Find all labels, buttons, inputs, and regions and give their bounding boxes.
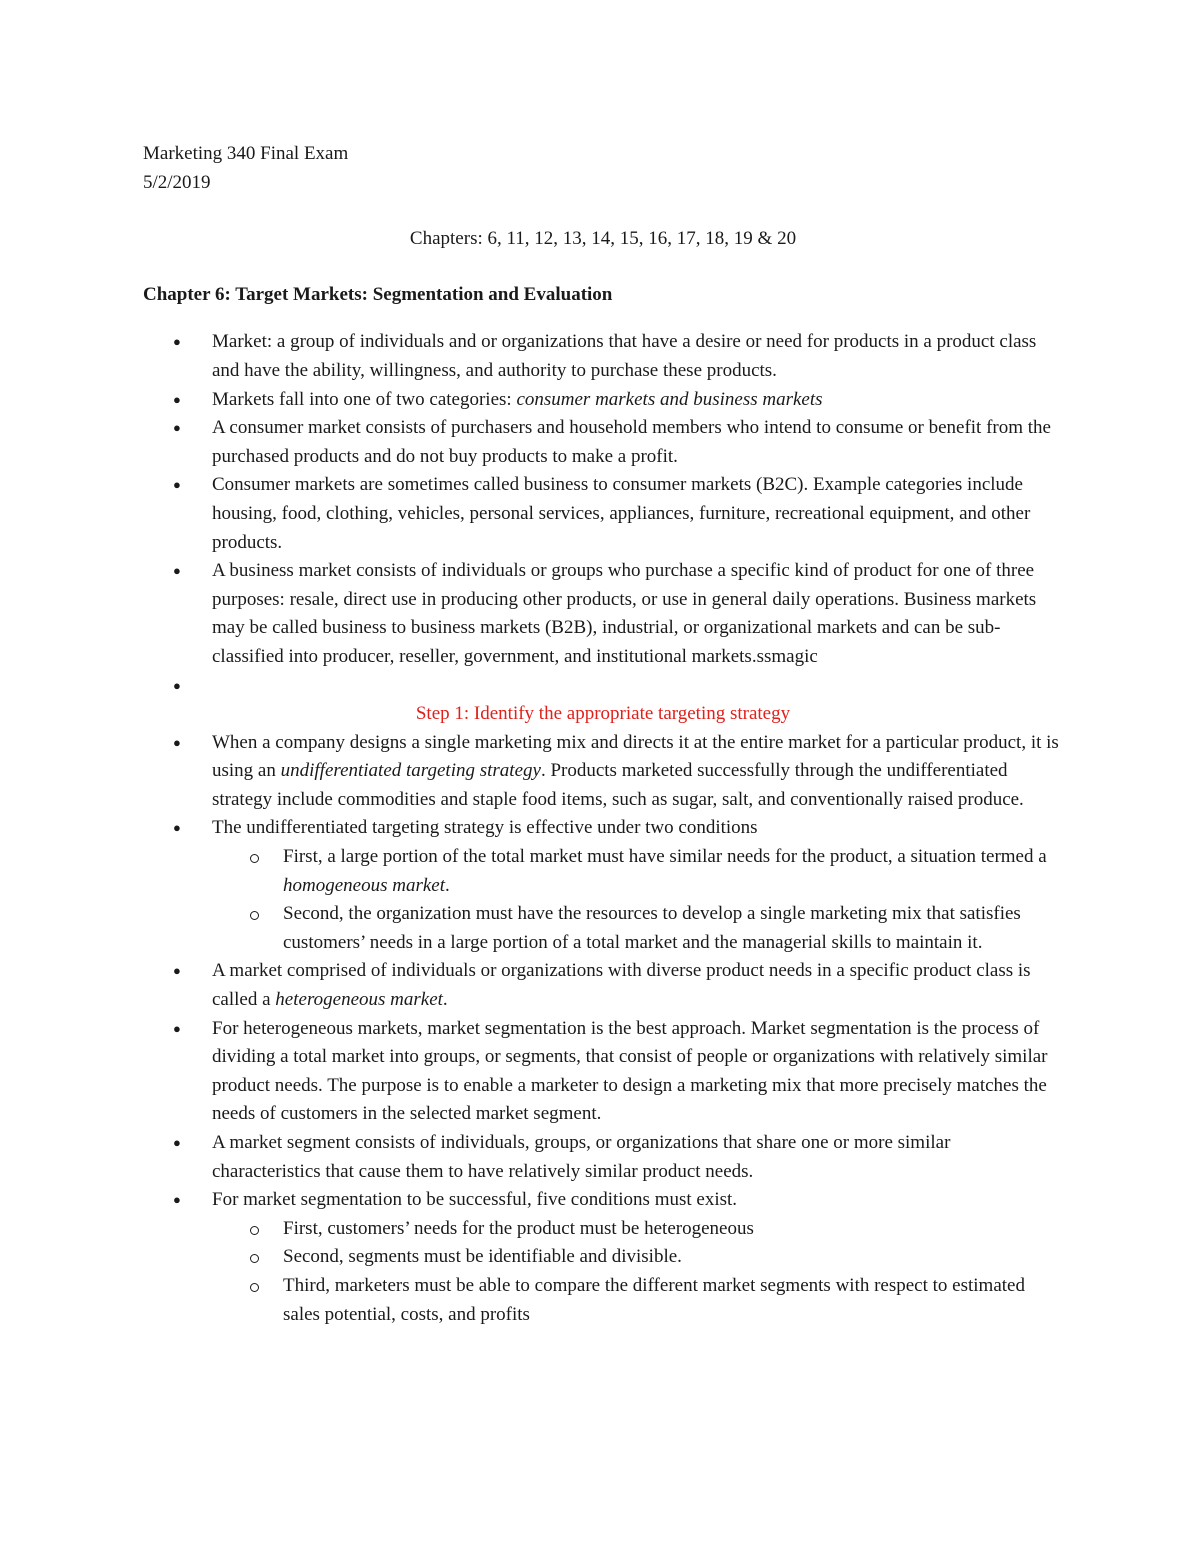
list-item-text: For heterogeneous markets, market segmentation is the best approach. Market segmentation is the process of dividing a total market into groups, or segments, that consist of people or organizations with relatively similar product needs. The purpose is to enable a marketer to design a marketing mix that more precisely matches the needs of customers in the selected market segment. xyxy=(212,1017,1048,1125)
bullet-icon: ● xyxy=(173,734,181,750)
list-item xyxy=(143,471,1063,557)
step-heading: Step 1: Identify the appropriate targeting strategy xyxy=(415,703,791,725)
bullet-icon: ● xyxy=(173,1020,181,1036)
list-item xyxy=(143,729,1063,815)
bullet-icon: ● xyxy=(173,334,181,350)
sub-list-item-text: Second, the organization must have the resources to develop a single marketing mix that satisfies customers’ needs in a large portion of a total market and the managerial skills to maintain it. xyxy=(283,903,1021,953)
chapters-line: Chapters: 6, 11, 12, 13, 14, 15, 16, 17, 18, 19 & 20 xyxy=(409,228,797,250)
list-item xyxy=(143,414,1063,471)
list-item-italic-text: consumer markets and business markets xyxy=(516,388,823,410)
sub-bullet-list xyxy=(212,1215,1063,1329)
bullet-icon: ● xyxy=(173,963,181,979)
list-item-empty xyxy=(143,672,1063,701)
sub-list-item xyxy=(212,1215,1063,1244)
bullet-icon: ● xyxy=(173,477,181,493)
list-item xyxy=(143,386,1063,415)
list-item-text: . xyxy=(442,989,448,1011)
sub-list-item-italic-text: homogeneous market xyxy=(283,874,445,896)
list-item xyxy=(143,328,1063,385)
list-item-text: The undifferentiated targeting strategy is effective under two conditions xyxy=(212,817,758,839)
sub-list-item-text: First, customers’ needs for the product must be heterogeneous xyxy=(283,1217,754,1239)
list-item-text: A market comprised of individuals or organizations with diverse product needs in a specific product class is called a xyxy=(212,960,1031,1011)
list-item-text: A consumer market consists of purchasers and household members who intend to consume or benefit from the purchased products and do not buy products to make a profit. xyxy=(212,417,1051,467)
step-bullet-list xyxy=(143,729,1063,1329)
hollow-bullet-icon xyxy=(250,1226,259,1235)
chapter-heading: Chapter 6: Target Markets: Segmentation and Evaluation xyxy=(143,283,613,305)
list-item-italic-text: undifferentiated targeting strategy xyxy=(280,760,541,782)
bullet-icon: ● xyxy=(173,1135,181,1150)
list-item-text: A market segment consists of individuals, groups, or organizations that share one or more similar characteristics that cause them to have relatively similar product needs. xyxy=(212,1132,951,1182)
bullet-icon: ● xyxy=(173,820,181,836)
sub-list-item-text: Second, segments must be identifiable and divisible. xyxy=(283,1246,682,1268)
bullet-icon: ● xyxy=(173,420,181,436)
sub-list-item-text: Third, marketers must be able to compare the different market segments with respect to estimated sales potential, costs, and profits xyxy=(283,1274,1025,1325)
list-item xyxy=(143,557,1063,671)
sub-list-item-text: . xyxy=(445,874,450,896)
document-page xyxy=(143,140,1063,1329)
sub-list-item xyxy=(212,1272,1063,1329)
hollow-bullet-icon xyxy=(250,1283,259,1292)
sub-list-item xyxy=(212,1243,1063,1272)
bullet-icon: ● xyxy=(173,1192,181,1208)
list-item-text xyxy=(212,675,217,696)
sub-list-item xyxy=(212,843,1063,900)
hollow-bullet-icon xyxy=(250,1254,259,1263)
sub-bullet-list xyxy=(212,843,1063,957)
hollow-bullet-icon xyxy=(250,911,259,920)
list-item-italic-text: heterogeneous market xyxy=(275,989,443,1011)
chapter-bullet-list xyxy=(143,328,1063,700)
list-item-text: For market segmentation to be successful, five conditions must exist. xyxy=(212,1189,738,1211)
sub-list-item-text: First, a large portion of the total market must have similar needs for the product, a situation termed a xyxy=(283,846,1047,868)
list-item-text: Market: a group of individuals and or organizations that have a desire or need for products in a product class and have the ability, willingness, and authority to purchase these products. xyxy=(212,331,1037,381)
bullet-icon: ● xyxy=(173,563,181,579)
document-title: Marketing 340 Final Exam xyxy=(143,143,349,164)
list-item-text: A business market consists of individuals or groups who purchase a specific kind of product for one of three purposes: resale, direct use in producing other products, or use in general daily operations. Business markets may be called business to business markets (B2B), industrial, or organizational markets and can be sub-classified into producer, reseller, government, and institutional markets.ssmagic xyxy=(212,560,1037,667)
hollow-bullet-icon xyxy=(250,854,259,863)
sub-list-item xyxy=(212,900,1063,957)
bullet-icon: ● xyxy=(173,391,181,407)
list-item xyxy=(143,814,1063,957)
bullet-icon: ● xyxy=(173,677,181,693)
list-item xyxy=(143,1015,1063,1129)
list-item xyxy=(143,957,1063,1014)
list-item xyxy=(143,1129,1063,1186)
list-item-text: Markets fall into one of two categories: xyxy=(212,388,517,410)
list-item-text: Consumer markets are sometimes called business to consumer markets (B2C). Example categories include housing, food, clothing, vehicles, personal services, appliances, furniture, recreational equipment, and other products. xyxy=(212,474,1031,553)
list-item-text: . Products marketed successfully through the undifferentiated strategy include commodities and staple food items, such as sugar, salt, and conventionally raised produce. xyxy=(212,760,1024,810)
list-item-text: When a company designs a single marketing mix and directs it at the entire market for a particular product, it is using an xyxy=(212,731,1059,782)
document-date: 5/2/2019 xyxy=(143,171,211,193)
list-item xyxy=(143,1186,1063,1329)
